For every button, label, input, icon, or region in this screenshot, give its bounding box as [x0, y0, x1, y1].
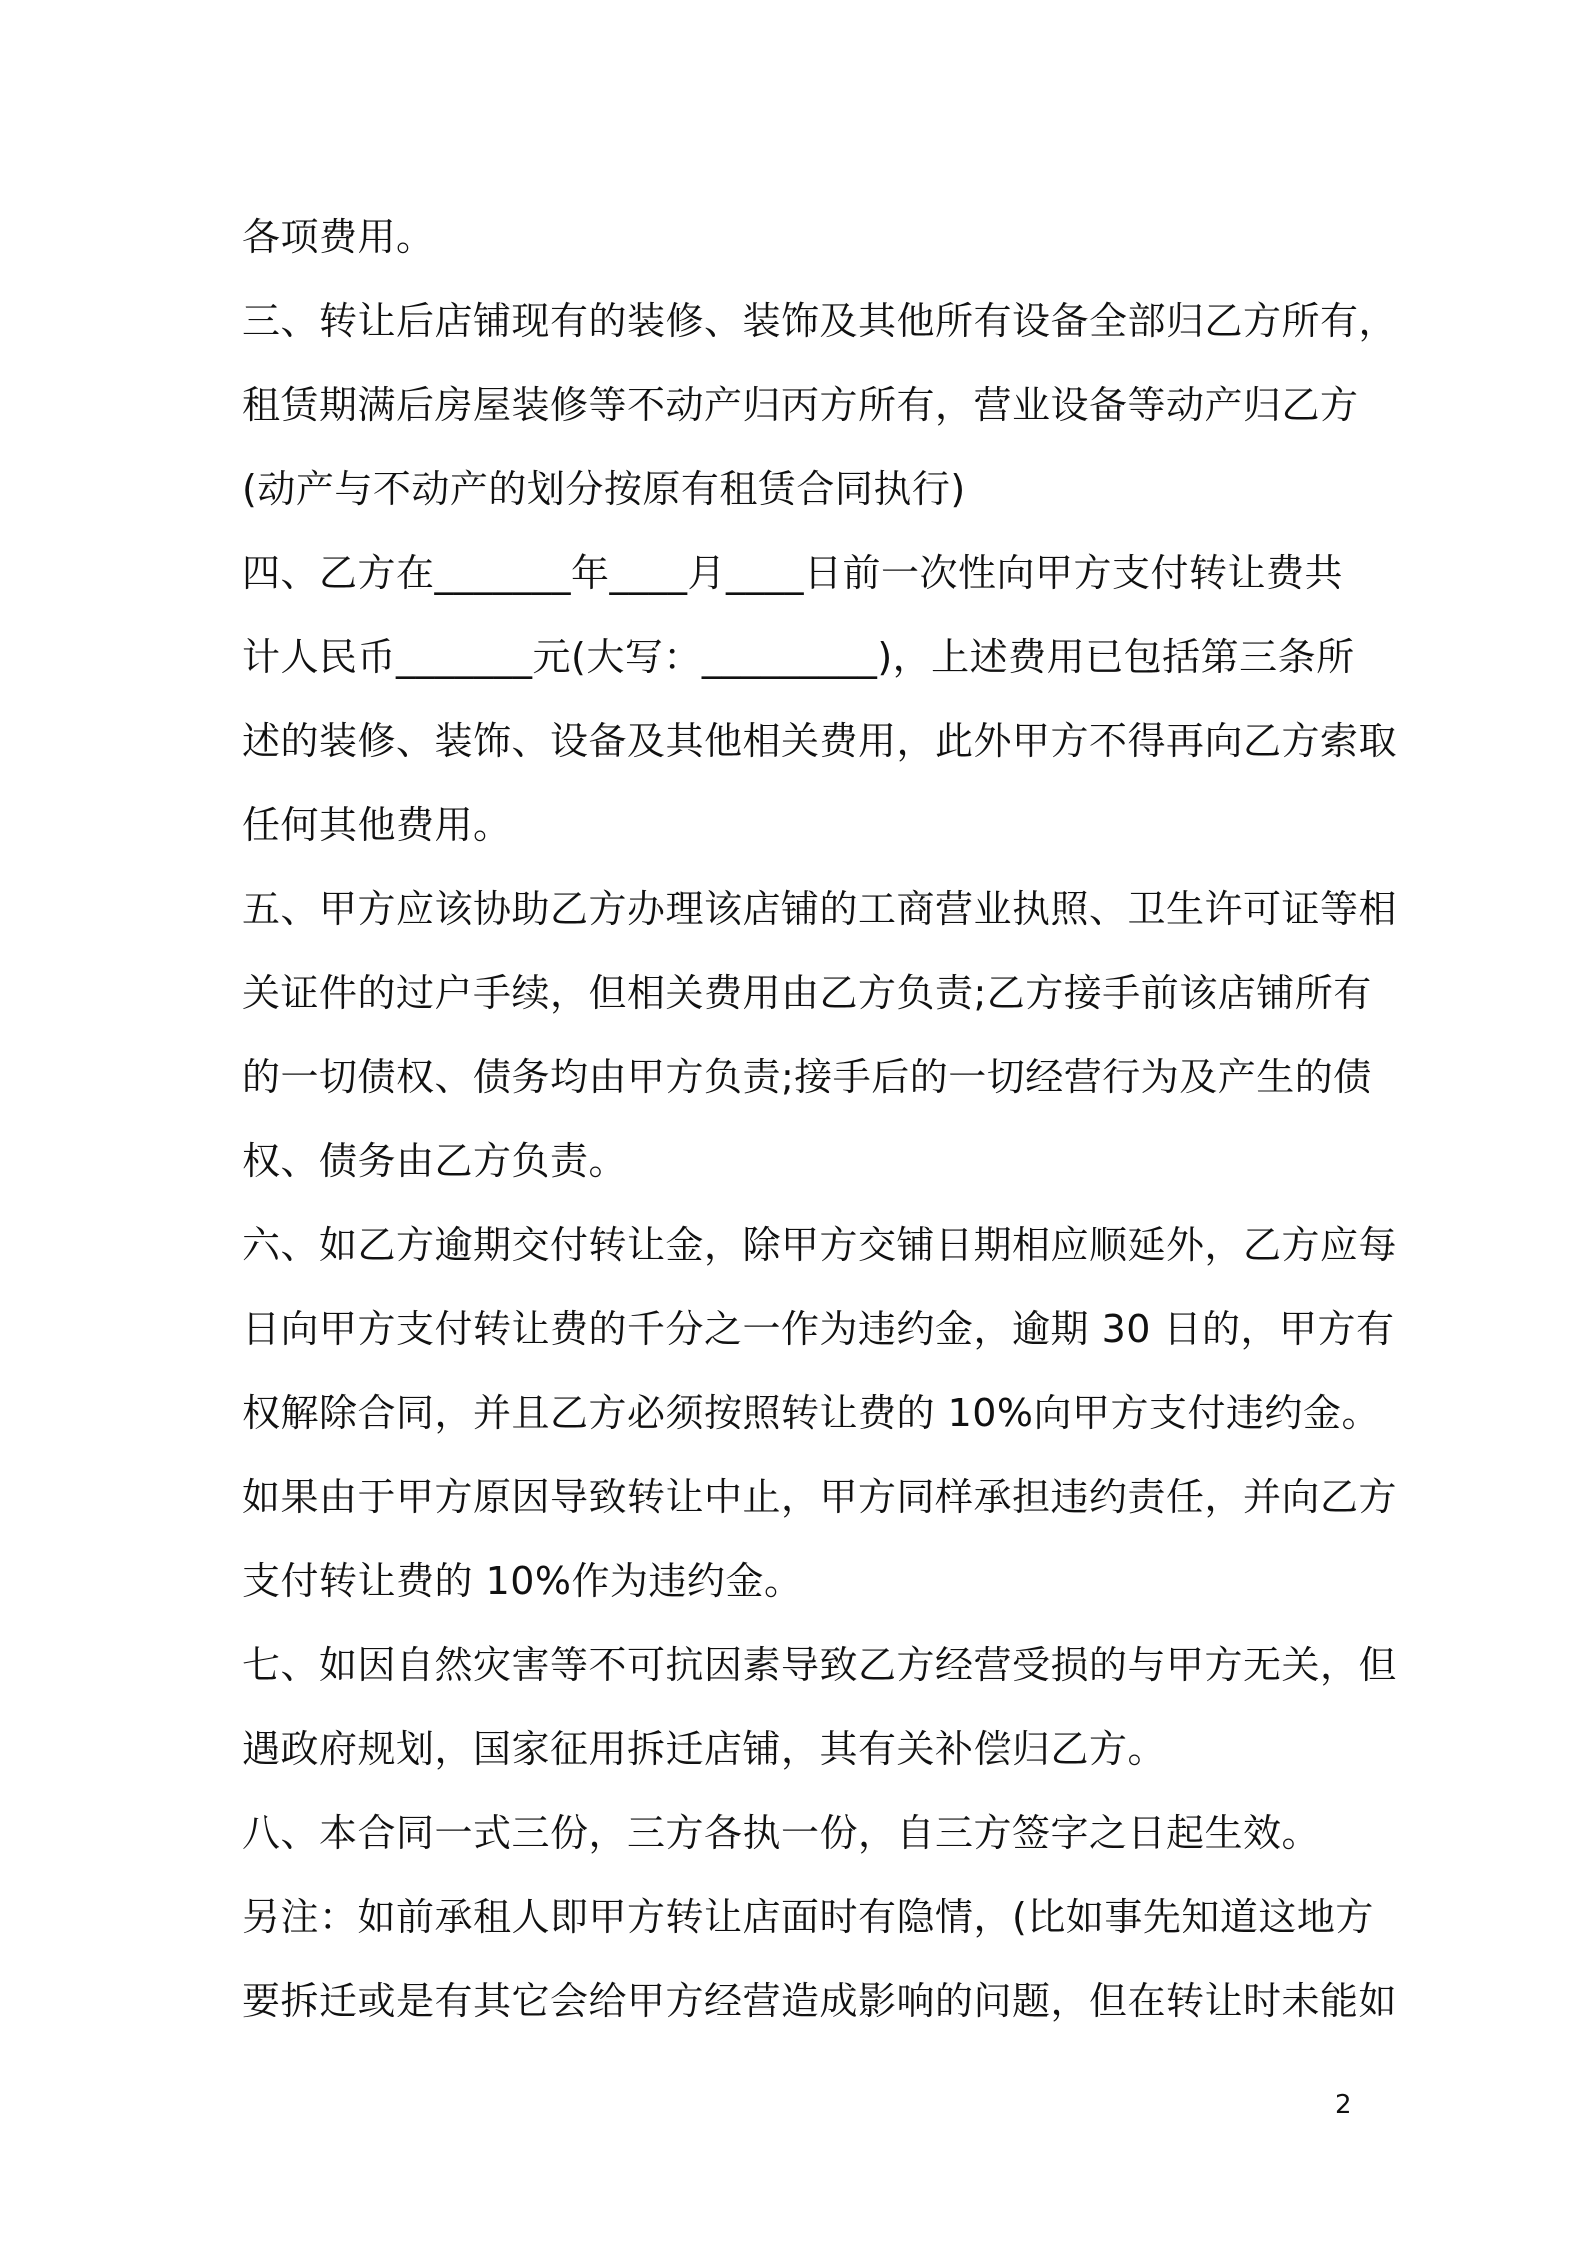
text-line: 六、如乙方逾期交付转让金，除甲方交铺日期相应顺延外，乙方应每: [242, 1223, 1398, 1267]
text-line: 四、乙方在_______年____月____日前一次性向甲方支付转让费共: [242, 551, 1344, 595]
text-line: 权、债务由乙方负责。: [242, 1139, 628, 1183]
text-line: (动产与不动产的划分按原有租赁合同执行): [242, 467, 966, 511]
text-line: 租赁期满后房屋装修等不动产归丙方所有，营业设备等动产归乙方: [242, 383, 1359, 427]
text-line: 关证件的过户手续，但相关费用由乙方负责;乙方接手前该店铺所有: [242, 971, 1372, 1015]
text-line: 八、本合同一式三份，三方各执一份，自三方签字之日起生效。: [242, 1811, 1321, 1855]
text-line: 三、转让后店铺现有的装修、装饰及其他所有设备全部归乙方所有，: [242, 299, 1398, 343]
text-line: 如果由于甲方原因导致转让中止，甲方同样承担违约责任，并向乙方: [242, 1475, 1398, 1519]
page-number: 2: [1335, 2090, 1352, 2120]
text-line: 七、如因自然灾害等不可抗因素导致乙方经营受损的与甲方无关，但: [242, 1643, 1398, 1687]
text-line: 的一切债权、债务均由甲方负责;接手后的一切经营行为及产生的债: [242, 1055, 1372, 1099]
text-line: 计人民币_______元(大写：_________)，上述费用已包括第三条所: [242, 635, 1355, 679]
text-line: 遇政府规划，国家征用拆迁店铺，其有关补偿归乙方。: [242, 1727, 1167, 1771]
text-line: 日向甲方支付转让费的千分之一作为违约金，逾期 30 日的，甲方有: [242, 1307, 1395, 1351]
text-line: 要拆迁或是有其它会给甲方经营造成影响的问题，但在转让时未能如: [242, 1979, 1398, 2023]
text-line: 各项费用。: [242, 215, 435, 259]
document-body: [242, 195, 1398, 2043]
text-line: 另注：如前承租人即甲方转让店面时有隐情，(比如事先知道这地方: [242, 1895, 1374, 1939]
text-line: 支付转让费的 10%作为违约金。: [242, 1559, 803, 1603]
text-line: 五、甲方应该协助乙方办理该店铺的工商营业执照、卫生许可证等相: [242, 887, 1398, 931]
text-line: 权解除合同，并且乙方必须按照转让费的 10%向甲方支付违约金。: [242, 1391, 1381, 1435]
text-line: 述的装修、装饰、设备及其他相关费用，此外甲方不得再向乙方索取: [242, 719, 1398, 763]
text-line: 任何其他费用。: [242, 803, 512, 847]
